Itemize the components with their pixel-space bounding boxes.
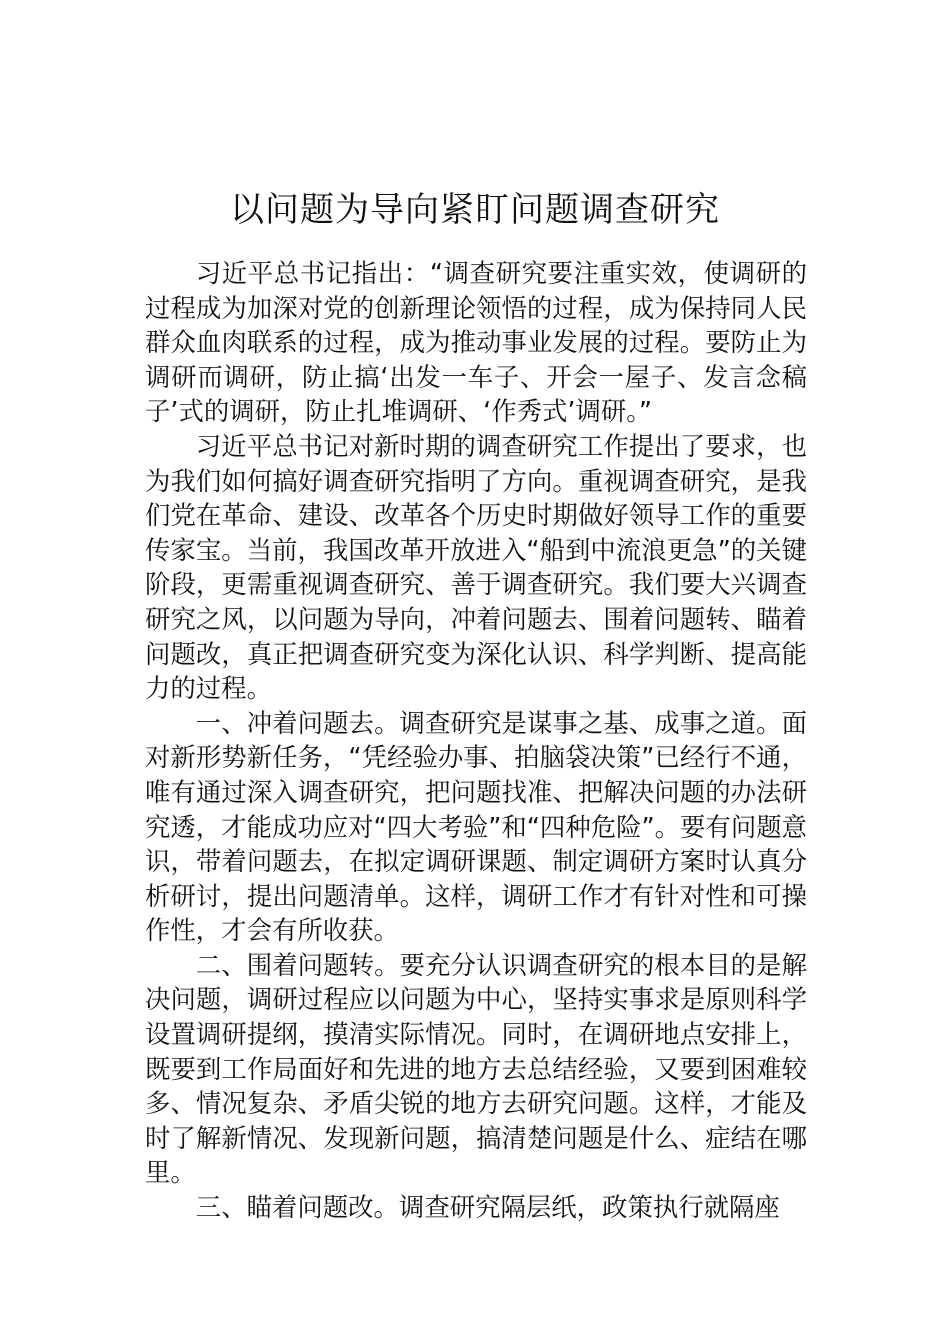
document-body [145, 256, 807, 1225]
paragraph-context: 习近平总书记对新时期的调查研究工作提出了要求，也为我们如何搞好调查研究指明了方向。重视调查研究，是我们党在革命、建设、改革各个历史时期做好领导工作的重要传家宝。当前，我国改革开放进入“船到中流浪更急”的关键阶段，更需重视调查研究、善于调查研究。我们要大兴调查研究之风，以问题为导向，冲着问题去、围着问题转、瞄着问题改，真正把调查研究变为深化认识、科学判断、提高能力的过程。 [145, 430, 807, 704]
paragraph-intro-quote: 习近平总书记指出：“调查研究要注重实效，使调研的过程成为加深对党的创新理论领悟的过程，成为保持同人民群众血肉联系的过程，成为推动事业发展的过程。要防止为调研而调研，防止搞‘出发一车子、开会一屋子、发言念稿子’式的调研，防止扎堆调研、‘作秀式’调研。” [145, 258, 807, 427]
document-title: 以问题为导向紧盯问题调查研究 [230, 189, 720, 230]
paragraph-section-two: 二、围着问题转。要充分认识调查研究的根本目的是解决问题，调研过程应以问题为中心，坚持实事求是原则科学设置调研提纲，摸清实际情况。同时，在调研地点安排上，既要到工作局面好和先进的地方去总结经验，又要到困难较多、情况复杂、矛盾尖锐的地方去研究问题。这样，才能及时了解新情况、发现新问题，搞清楚问题是什么、症结在哪里。 [145, 949, 807, 1188]
paragraph-section-one: 一、冲着问题去。调查研究是谋事之基、成事之道。面对新形势新任务，“凭经验办事、拍脑袋决策”已经行不通，唯有通过深入调查研究，把问题找准、把解决问题的办法研究透，才能成功应对“四大考验”和“四种危险”。要有问题意识，带着问题去，在拟定调研课题、制定调研方案时认真分析研讨，提出问题清单。这样，调研工作才有针对性和可操作性，才会有所收获。 [145, 707, 807, 946]
paragraph-section-three: 三、瞄着问题改。调查研究隔层纸，政策执行就隔座 [195, 1192, 780, 1223]
